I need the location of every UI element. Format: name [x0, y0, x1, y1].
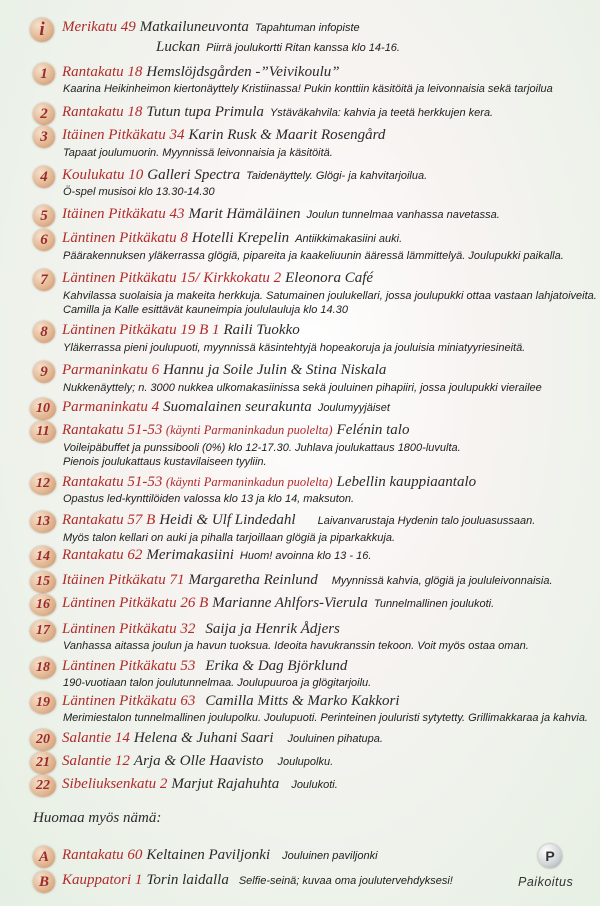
entry-number-badge: 15 — [30, 571, 56, 593]
entry-line — [62, 322, 300, 339]
entry-description: Kahvilassa suolaisia ja makeita herkkuja. Satumainen joulukellari, jossa joulupukki ottaa vastaan lahjatoiveita. — [63, 290, 597, 302]
entry-address: Läntinen Pitkäkatu 15/ Kirkkokatu 2 — [62, 270, 282, 286]
entry-address: Kauppatori 1 — [62, 872, 143, 888]
entry-note: Myynnissä kahvia, glögiä ja joululeivonnaisia. — [331, 575, 553, 587]
entry-note: Ystäväkahvila: kahvia ja teetä herkkujen kera. — [269, 107, 494, 119]
entry-address: Läntinen Pitkäkatu 63 — [62, 693, 196, 709]
entry-description: Päärakennuksen yläkerrassa glögiä, pipareita ja kaakeliuunin ääressä lämmittelyä. Joulupukki paikalla. — [63, 250, 564, 262]
entry-line — [62, 693, 400, 710]
parking-icon: P — [538, 844, 562, 868]
entry-line — [62, 127, 385, 144]
entry-address: Rantakatu 60 — [62, 847, 143, 863]
entry-name: Marianne Ahlfors-Vierula — [212, 595, 368, 611]
entry-note: Tapahtuman infopiste — [254, 22, 360, 34]
entry-number-badge: 16 — [30, 594, 56, 616]
entry-note: Jouluinen paviljonki — [282, 850, 378, 862]
entry-address: Rantakatu 57 B — [62, 512, 156, 528]
entry-line — [62, 572, 553, 589]
entry-number-badge: 6 — [33, 229, 55, 251]
entry-number-badge: 4 — [33, 166, 55, 188]
entry-line — [62, 167, 427, 184]
entry-address: Salantie 12 — [62, 753, 130, 769]
entry-name: Eleonora Café — [285, 270, 374, 286]
entry-number-badge: 19 — [30, 692, 56, 714]
entry-name: Camilla Mitts & Marko Kakkori — [205, 693, 400, 709]
entry-name: Arja & Olle Haavisto — [133, 753, 264, 769]
entry-sub-name: Luckan — [156, 39, 201, 55]
entry-description: Yläkerrassa pieni joulupuoti, myynnissä käsintehtyjä hopeakoruja ja jouluisia miniatyyriesineitä. — [63, 342, 526, 354]
entry-name: Hemslöjdsgården -”Veivikoulu” — [146, 64, 340, 80]
entry-description: 190-vuotiaan talon joulutunnelmaa. Joulupuuroa ja glögitarjoilu. — [63, 677, 372, 689]
entry-address: Läntinen Pitkäkatu 26 B — [62, 595, 209, 611]
entry-address: Rantakatu 62 — [62, 547, 143, 563]
entry-number-badge: 21 — [30, 752, 56, 774]
entry-number-badge: 18 — [30, 657, 56, 679]
entry-address: Läntinen Pitkäkatu 32 — [62, 621, 196, 637]
entry-number-badge: 9 — [33, 361, 55, 383]
entry-line — [62, 730, 383, 747]
entry-line — [62, 547, 371, 564]
entry-description: Nukkenäyttely; n. 3000 nukkea ulkomakasiinissa sekä jouluinen pihapiiri, jossa joulupukki vierailee — [63, 382, 542, 394]
entry-description: Ö-spel musisoi klo 13.30-14.30 — [63, 186, 215, 198]
entry-description: Vanhassa aitassa joulun ja havun tuoksua. Ideoita havukranssin tekoon. Voit myös ostaa oman. — [63, 640, 529, 652]
entry-address: Salantie 14 — [62, 730, 130, 746]
entry-address: Rantakatu 18 — [62, 64, 143, 80]
entry-note: Selfie-seinä; kuvaa oma joulutervehdyksesi! — [238, 875, 453, 887]
entry-number-badge: 8 — [33, 321, 55, 343]
entry-line — [62, 621, 340, 638]
entry-address: Itäinen Pitkäkatu 34 — [62, 127, 185, 143]
entry-note: Joulun tunnelmaa vanhassa navetassa. — [306, 209, 500, 221]
entry-number-badge: 14 — [30, 546, 56, 568]
entry-line — [62, 19, 360, 36]
entry-address: Rantakatu 18 — [62, 104, 143, 120]
entry-description: Camilla ja Kalle esittävät kauneimpia joululauluja klo 14.30 — [63, 304, 348, 316]
entry-sub-note: Piirrä joulukortti Ritan kanssa klo 14-16. — [206, 42, 400, 54]
entry-line — [62, 512, 535, 529]
entry-note: Tunnelmallinen joulukoti. — [373, 598, 495, 610]
entry-number-badge: 3 — [33, 126, 55, 148]
entry-address: Rantakatu 51-53 — [62, 422, 163, 438]
entry-name: Raili Tuokko — [223, 322, 300, 338]
entry-line — [62, 270, 373, 287]
entry-line — [62, 399, 390, 416]
entry-name: Helena & Juhani Saari — [133, 730, 274, 746]
extra-letter-badge: B — [33, 871, 55, 893]
entry-name: Galleri Spectra — [147, 167, 241, 183]
entry-number-badge: 11 — [30, 421, 56, 443]
extra-letter-badge: A — [33, 846, 55, 868]
entry-name: Erika & Dag Björklund — [205, 658, 348, 674]
entry-note: Joulupolku. — [277, 756, 334, 768]
entry-address: Läntinen Pitkäkatu 8 — [62, 230, 188, 246]
entry-sub-line — [152, 38, 400, 56]
entry-line — [62, 422, 409, 439]
entry-address: Läntinen Pitkäkatu 19 B 1 — [62, 322, 220, 338]
entry-note: Joulumyyjäiset — [317, 402, 390, 414]
entry-note: Jouluinen pihatupa. — [287, 733, 383, 745]
entry-note: Taidenäyttely. Glögi- ja kahvitarjoilua. — [246, 170, 428, 182]
entry-number-badge: 5 — [33, 205, 55, 227]
entry-name: Saija ja Henrik Ådjers — [205, 621, 340, 637]
entry-address: Parmaninkatu 4 — [62, 399, 160, 415]
entry-line — [62, 776, 338, 793]
entry-address: Merikatu 49 — [62, 19, 136, 35]
entry-name: Hannu ja Soile Julin & Stina Niskala — [163, 362, 387, 378]
entry-description: Merimiestalon tunnelmallinen joulupolku. Joulupuoti. Perinteinen jouluristi sytytetty. Grillimakkaraa ja kahvia. — [63, 712, 588, 724]
entry-line — [62, 474, 476, 491]
entry-address: Rantakatu 51-53 — [62, 474, 163, 490]
entry-number-badge: 22 — [30, 775, 56, 797]
entry-address: Koulukatu 10 — [62, 167, 144, 183]
info-badge: i — [30, 18, 54, 42]
entry-description: Pienois joulukattaus kustavilaiseen tyyliin. — [63, 456, 267, 468]
entry-note: Laivanvarustaja Hydenin talo jouluasussaan. — [317, 515, 536, 527]
entry-line — [62, 230, 402, 247]
entry-line — [62, 64, 340, 81]
entry-name: Marit Hämäläinen — [188, 206, 301, 222]
entry-line — [62, 104, 493, 121]
entry-address: Parmaninkatu 6 — [62, 362, 160, 378]
entry-line — [62, 753, 333, 770]
entry-line — [62, 872, 453, 889]
entry-description: Myös talon kellari on auki ja pihalla tarjoillaan glögiä ja piparkakkuja. — [63, 532, 396, 544]
entry-number-badge: 1 — [33, 63, 55, 85]
entry-access-note: (käynti Parmaninkadun puolelta) — [165, 475, 333, 489]
entry-name: Keltainen Paviljonki — [146, 847, 271, 863]
entry-name: Lebellin kauppiaantalo — [336, 474, 477, 490]
entry-name: Heidi & Ulf Lindedahl — [159, 512, 296, 528]
entry-number-badge: 12 — [30, 473, 56, 495]
entry-name: Matkailuneuvonta — [139, 19, 249, 35]
entry-description: Voileipäbuffet ja punssibooli (0%) klo 12-17.30. Juhlava joulukattaus 1800-luvulta. — [63, 442, 461, 454]
entry-note: Antiikkimakasiini auki. — [295, 233, 403, 245]
entry-note: Joulukoti. — [291, 779, 338, 791]
entry-number-badge: 20 — [30, 729, 56, 751]
entry-number-badge: 10 — [30, 398, 56, 420]
entry-line — [62, 595, 494, 612]
entry-number-badge: 13 — [30, 511, 56, 533]
entry-name: Merimakasiini — [146, 547, 234, 563]
entry-description: Tapaat joulumuorin. Myynnissä leivonnaisia ja käsitöitä. — [63, 147, 333, 159]
entry-line — [62, 362, 386, 379]
entry-name: Tutun tupa Primula — [146, 104, 264, 120]
entry-number-badge: 7 — [33, 269, 55, 291]
entry-name: Marjut Rajahuhta — [171, 776, 280, 792]
entry-line — [62, 206, 500, 223]
entry-access-note: (käynti Parmaninkadun puolelta) — [165, 423, 333, 437]
entry-name: Hotelli Krepelin — [191, 230, 290, 246]
entry-number-badge: 2 — [33, 103, 55, 125]
also-heading: Huomaa myös nämä: — [33, 810, 162, 826]
entry-address: Itäinen Pitkäkatu 43 — [62, 206, 185, 222]
entry-name: Margaretha Reinlund — [188, 572, 318, 588]
entry-name: Torin laidalla — [146, 872, 229, 888]
entry-name: Suomalainen seurakunta — [163, 399, 312, 415]
entry-address: Sibeliuksenkatu 2 — [62, 776, 168, 792]
entry-note: Huom! avoinna klo 13 - 16. — [239, 550, 372, 562]
entry-description: Kaarina Heikinheimon kiertonäyttely Kristiinassa! Pukin konttiin käsitöitä ja leivonnaisia sekä tarjoilua — [63, 83, 553, 95]
entry-address: Itäinen Pitkäkatu 71 — [62, 572, 185, 588]
entry-address: Läntinen Pitkäkatu 53 — [62, 658, 196, 674]
entry-name: Karin Rusk & Maarit Rosengård — [188, 127, 386, 143]
entry-description: Opastus led-kynttilöiden valossa klo 13 ja klo 14, maksuton. — [63, 493, 355, 505]
entry-number-badge: 17 — [30, 620, 56, 642]
entry-line — [62, 847, 378, 864]
entry-line — [62, 658, 347, 675]
parking-label: Paikoitus — [518, 875, 574, 889]
entry-name: Felénin talo — [336, 422, 410, 438]
